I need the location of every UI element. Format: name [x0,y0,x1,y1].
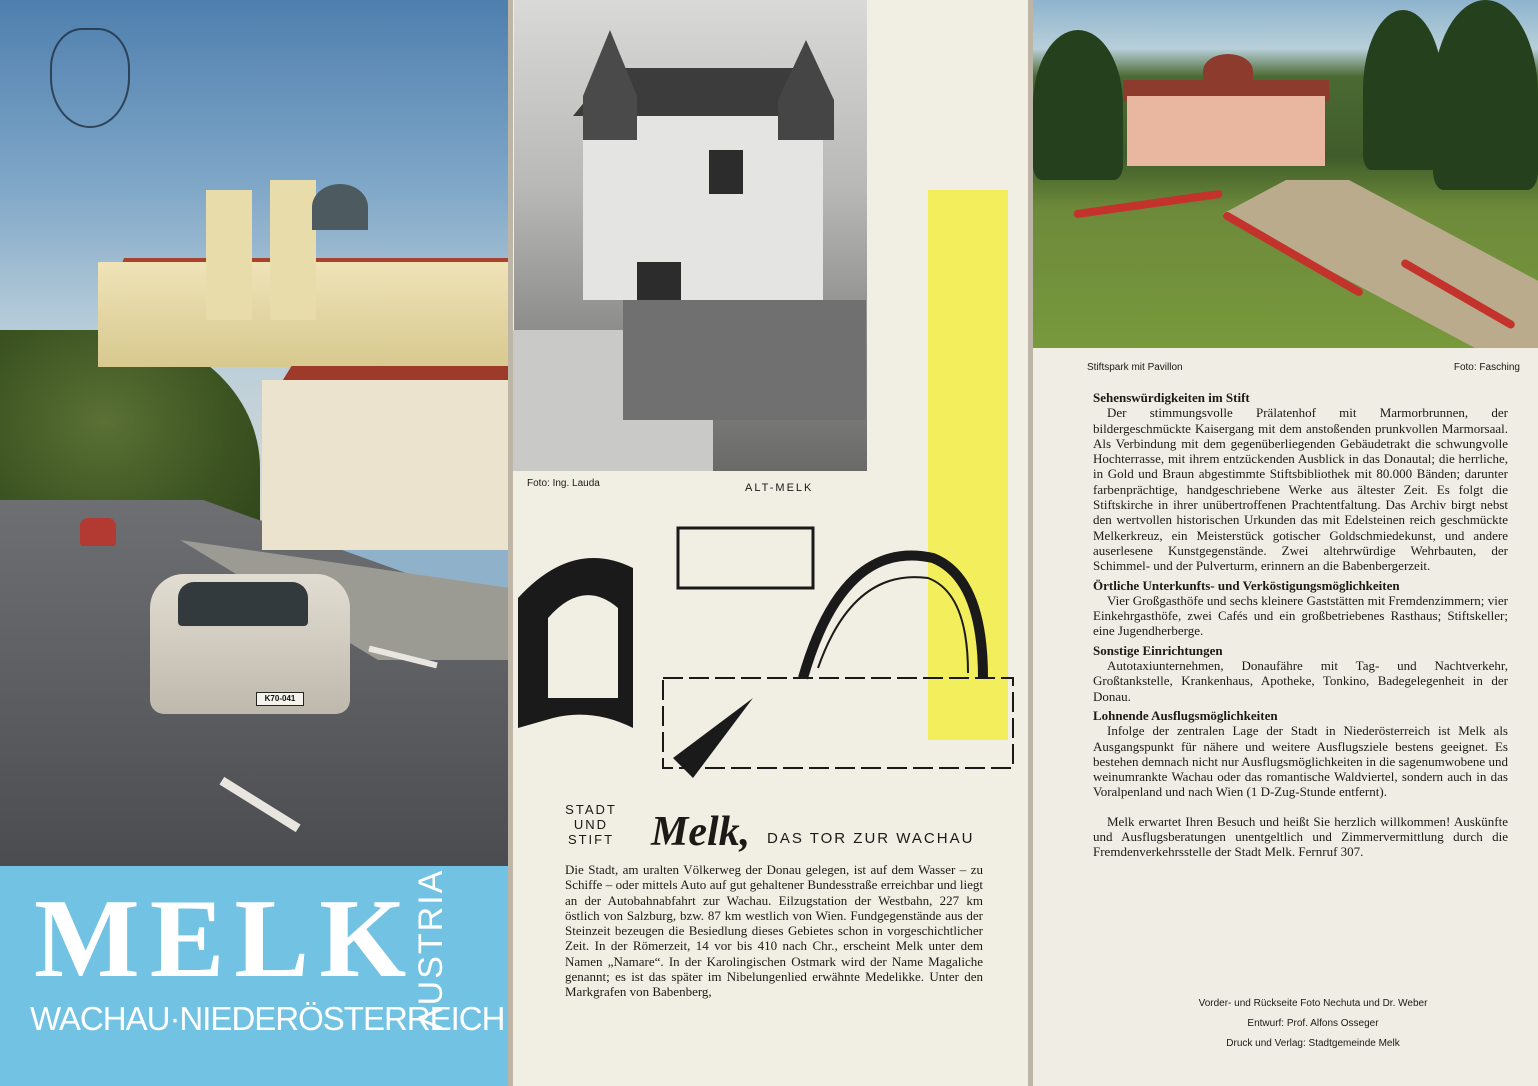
sketch-water [663,678,1013,768]
sketch-bridge-arch [803,556,983,679]
credit-line: Vorder- und Rückseite Foto Nechuta und Dr. Weber [1198,998,1428,1009]
sketch-wall [678,528,813,588]
cover-panel [0,0,508,1086]
label-und: UND [573,817,609,832]
sketch-stones [673,698,753,778]
cover-title: MELK [34,877,417,1001]
license-plate: K70-041 [256,692,304,706]
arch-sketch-illustration [513,498,1028,788]
photo-window [709,150,743,194]
section-heading: Lohnende Ausflugsmöglichkeiten [1093,707,1278,723]
intro-paragraph: Die Stadt, am uralten Völkerweg der Donau gelegen, ist auf dem Wasser – zu Schiffe – oder mittels Auto auf gut gehaltener Bundesstraße erreichbar und liegt an der Autobahnabfahrt zur Wachau. Eilzugstation der Westbahn, 227 km östlich von Salzburg, bzw. 87 km westlich von Wien. Fundgegenstände aus der Steinzeit bezeugen die Besiedlung dieses Gebietes schon in vorgeschichtlicher Zeit. In der Römerzeit, 14 vor bis 410 nach Chr., erscheint Melk unter dem Namen „Namare“. In der Karolingischen Ostmark wird der Name Magaliche genannt; es ist das später im Nibelungenlied erwähnte Medelikke. Unter den Markgrafen von Babenberg, [565,862,983,1000]
middle-panel [513,0,1028,1086]
abbey-dome [312,184,368,230]
credit-line: Druck und Verlag: Stadtgemeinde Melk [1226,1038,1400,1049]
section-heading: Sonstige Einrichtungen [1093,642,1223,658]
pavilion [1127,96,1325,166]
sketch-arch-opening [548,595,618,698]
photo-caption: ALT-MELK [745,482,814,494]
cover-subtitle: WACHAU·NIEDERÖSTERREICH [30,1000,505,1037]
section-heading: Sehenswürdigkeiten im Stift [1093,390,1250,405]
coat-of-arms-emblem [50,28,130,128]
imprint-credits [1093,994,1533,1054]
stadt-und-stift-label [561,802,621,847]
label-stadt: STADT [565,802,617,817]
photo-credit: Foto: Fasching [1453,362,1520,373]
right-panel [1033,0,1538,1086]
photo-tree [1363,10,1443,170]
credit-line: Entwurf: Prof. Alfons Osseger [1247,1018,1379,1029]
photo-tree [1433,0,1538,190]
section-text: Infolge der zentralen Lage der Stadt in Niederösterreich ist Melk als Ausgangspunkt für nähere und weitere Ausflugsziele bestens geeignet. Es bestehen demnach nicht nur Ausflugsmöglichkeiten in die sagenumwobene und weinumrankte Wachau oder das romantische Waldviertel, sondern auch in das Voralpenland und nach Wien (1 D-Zug-Stunde entfernt). [1093,723,1508,800]
abbey-tower-right [270,180,316,320]
car-windshield [178,582,308,626]
section-heading: Örtliche Unterkunfts- und Verköstigungsmöglichkeiten [1093,577,1400,593]
pavilion-dome [1203,54,1253,88]
label-stift: STIFT [567,832,615,847]
cover-country: AUSTRIA [412,868,450,1030]
town-house [262,380,508,550]
photo-stone-wall [623,300,866,420]
section-text: Vier Großgasthöfe und sechs kleinere Gaststätten mit Fremdenzimmern; vier Einkehrgasthöfe, zwei Cafés und ein großbetriebenes Rasthaus; Stiftskeller; eine Jugendherberge. [1093,592,1508,639]
closing-text: Melk erwartet Ihren Besuch und heißt Sie herzlich willkommen! Auskünfte und Ausflugsberatungen unentgeltlich und Zimmervermittlung durch die Fremdenverkehrsstelle der Stadt Melk. Fernruf 307. [1093,813,1508,860]
photo-caption: Stiftspark mit Pavillon [1087,362,1183,373]
photo-credit: Foto: Ing. Lauda [527,478,600,489]
photo-tree [1033,30,1123,180]
right-body-text [1093,390,1508,864]
tagline: DAS TOR ZUR WACHAU [767,830,975,847]
melk-script-title: Melk, [651,809,751,855]
section-text: Der stimmungsvolle Prälatenhof mit Marmorbrunnen, der bildergeschmückte Kaisergang mit dem anstoßenden prunkvollen Marmorsaal. Als Verbindung mit dem gegenüberliegenden Gebäudetrakt die schwungvolle Hochterrasse, mit ihrem entzückenden Ausblick in das Donautal; die herrliche, in Gold und Braun abgestimmte Stiftsbibliothek mit 80.000 Bänden; darunter farbenprächtige, handgeschriebene Werke aus ältester Zeit. Es folgt die Stiftskirche in ihrer unübertroffenen Prachtentfaltung. Das Archiv birgt nebst den wertvollen historischen Urkunden das mit Edelsteinen reich geschmückte Melkerkreuz, ein Meisterstück gotischer Goldschmiedekunst, und andere auserlesene Kunstgegenstände. Zwei altehrwürdige Wehrbauten, der Schimmel- und der Pulverturm, erinnern an die Babenbergerzeit. [1093,405,1508,574]
section-text: Autotaxiunternehmen, Donaufähre mit Tag- und Nachtverkehr, Großtankstelle, Krankenhaus, Apotheke, Tonkino, Badegelegenheit in der Donau. [1093,658,1508,704]
abbey-tower-left [206,190,252,320]
red-car [80,518,116,546]
